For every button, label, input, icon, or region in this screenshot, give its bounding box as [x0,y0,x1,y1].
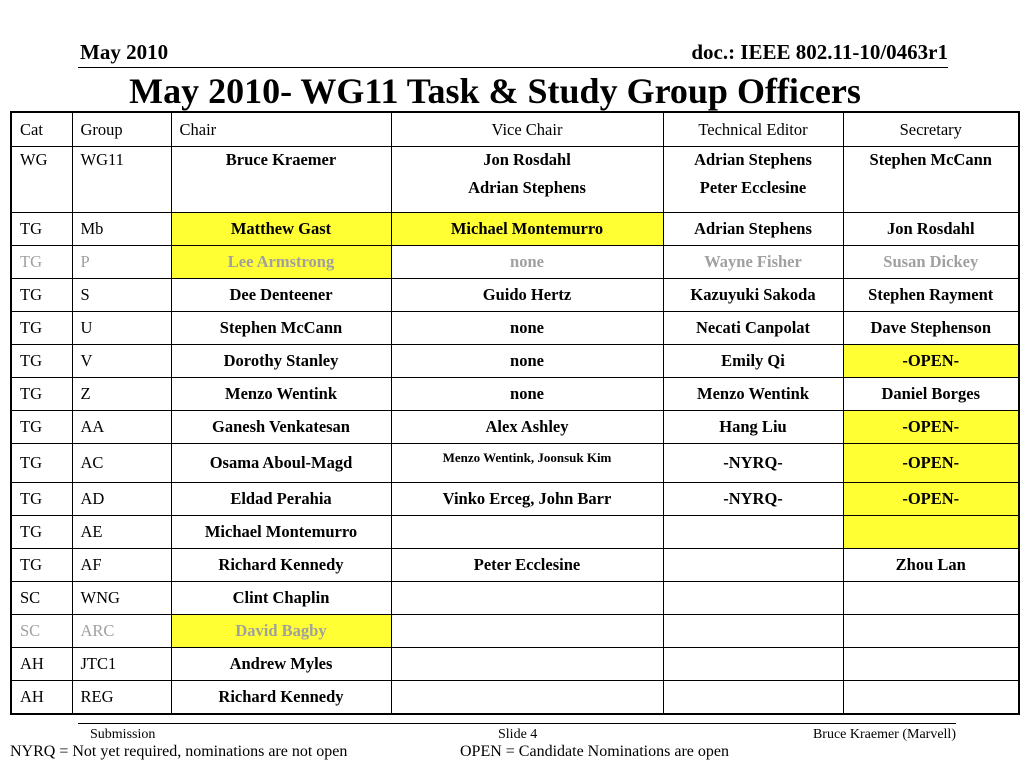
cell-cat: WG [11,147,72,213]
table-row [11,615,1019,648]
cell-chair: Michael Montemurro [171,516,391,549]
cell-vice-chair [391,681,663,715]
cell-technical-editor [663,516,843,549]
cell-technical-editor [663,615,843,648]
cell-vice-chair: none [391,246,663,279]
cell-chair: Menzo Wentink [171,378,391,411]
col-header-chair: Chair [171,112,391,147]
col-header-vice-chair: Vice Chair [391,112,663,147]
cell-technical-editor: Necati Canpolat [663,312,843,345]
cell-vice-chair: Guido Hertz [391,279,663,312]
cell-cat: TG [11,312,72,345]
footer-author: Bruce Kraemer (Marvell) [812,727,956,742]
cell-chair: Richard Kennedy [171,681,391,715]
footer-rule [78,723,956,724]
col-header-cat: Cat [11,112,72,147]
slide-title: May 2010- WG11 Task & Study Group Officers [129,71,861,111]
cell-vice-chair: Vinko Erceg, John Barr [391,483,663,516]
cell-vice-chair: Peter Ecclesine [391,549,663,582]
cell-secretary: Stephen McCann [843,147,1019,213]
cell-vice-chair [391,615,663,648]
col-header-technical-editor: Technical Editor [663,112,843,147]
cell-vice-chair [391,648,663,681]
cell-vice-chair [391,516,663,549]
cell-group: AC [72,444,171,483]
cell-secretary: -OPEN- [843,444,1019,483]
footer-slide-number: Slide 4 [498,727,538,742]
table-row [11,549,1019,582]
cell-secretary [843,648,1019,681]
cell-chair: Lee Armstrong [171,246,391,279]
cell-technical-editor: Emily Qi [663,345,843,378]
table-row [11,213,1019,246]
cell-cat: TG [11,345,72,378]
cell-chair: Clint Chaplin [171,582,391,615]
table-row [11,246,1019,279]
cell-secretary: Zhou Lan [843,549,1019,582]
cell-technical-editor [663,147,843,213]
cell-vice-chair [391,582,663,615]
table-row [11,279,1019,312]
cell-chair: Osama Aboul-Magd [171,444,391,483]
cell-cat: TG [11,444,72,483]
cell-cat: TG [11,483,72,516]
cell-technical-editor: Adrian Stephens [663,213,843,246]
cell-group: AF [72,549,171,582]
cell-group: U [72,312,171,345]
cell-secretary: -OPEN- [843,483,1019,516]
cell-vice-chair: none [391,345,663,378]
cell-group: AE [72,516,171,549]
table-row [11,648,1019,681]
cell-group: REG [72,681,171,715]
table-row [11,378,1019,411]
col-header-secretary: Secretary [843,112,1019,147]
cell-cat: TG [11,246,72,279]
cell-group: ARC [72,615,171,648]
cell-secretary: -OPEN- [843,345,1019,378]
cell-vice-chair [391,147,663,213]
cell-cat: SC [11,615,72,648]
cell-chair: Matthew Gast [171,213,391,246]
cell-group: AD [72,483,171,516]
cell-cat: TG [11,279,72,312]
cell-secretary: Daniel Borges [843,378,1019,411]
table-row [11,681,1019,715]
cell-cat: AH [11,681,72,715]
cell-technical-editor: Menzo Wentink [663,378,843,411]
header-doc-id: doc.: IEEE 802.11-10/0463r1 [691,40,948,64]
cell-secretary [843,681,1019,715]
cell-vice-chair: Alex Ashley [391,411,663,444]
table-row [11,582,1019,615]
footer-submission: Submission [90,727,156,742]
cell-secretary: Jon Rosdahl [843,213,1019,246]
cell-group: Mb [72,213,171,246]
header-date: May 2010 [80,40,169,64]
cell-technical-editor [663,681,843,715]
cell-technical-editor: -NYRQ- [663,483,843,516]
technical-editor-2: Peter Ecclesine [699,178,807,197]
cell-cat: AH [11,648,72,681]
cell-chair: Dorothy Stanley [171,345,391,378]
cell-cat: SC [11,582,72,615]
cell-group: P [72,246,171,279]
cell-technical-editor: Kazuyuki Sakoda [663,279,843,312]
cell-chair: David Bagby [171,615,391,648]
cell-secretary [843,516,1019,549]
table-row [11,147,1019,213]
cell-secretary: Stephen Rayment [843,279,1019,312]
table-header-row [11,112,1019,147]
vice-chair-2: Adrian Stephens [468,178,586,197]
note-open: OPEN = Candidate Nominations are open [460,743,729,760]
table-row [11,411,1019,444]
note-nyrq: NYRQ = Not yet required, nominations are not open [10,743,348,760]
cell-group: V [72,345,171,378]
cell-secretary: Dave Stephenson [843,312,1019,345]
col-header-group: Group [72,112,171,147]
cell-chair: Eldad Perahia [171,483,391,516]
cell-group: WG11 [72,147,171,213]
cell-group: JTC1 [72,648,171,681]
table-row [11,516,1019,549]
cell-technical-editor [663,648,843,681]
cell-technical-editor: Wayne Fisher [663,246,843,279]
cell-chair: Ganesh Venkatesan [171,411,391,444]
cell-vice-chair: Michael Montemurro [391,213,663,246]
table-row [11,312,1019,345]
table-row [11,483,1019,516]
cell-vice-chair: Menzo Wentink, Joonsuk Kim [391,444,663,483]
officers-table [10,111,1020,715]
cell-cat: TG [11,516,72,549]
cell-group: AA [72,411,171,444]
cell-technical-editor: -NYRQ- [663,444,843,483]
cell-vice-chair: none [391,312,663,345]
table-row [11,444,1019,483]
cell-cat: TG [11,411,72,444]
cell-technical-editor: Hang Liu [663,411,843,444]
cell-chair: Stephen McCann [171,312,391,345]
cell-group: Z [72,378,171,411]
cell-cat: TG [11,213,72,246]
cell-vice-chair: none [391,378,663,411]
cell-technical-editor [663,582,843,615]
cell-cat: TG [11,378,72,411]
cell-cat: TG [11,549,72,582]
cell-chair: Andrew Myles [171,648,391,681]
cell-secretary [843,615,1019,648]
cell-secretary: Susan Dickey [843,246,1019,279]
cell-chair: Dee Denteener [171,279,391,312]
vice-chair-1: Jon Rosdahl [483,150,571,169]
cell-chair: Richard Kennedy [171,549,391,582]
cell-secretary [843,582,1019,615]
cell-secretary: -OPEN- [843,411,1019,444]
header-rule [78,67,948,68]
cell-group: WNG [72,582,171,615]
table-row [11,345,1019,378]
cell-technical-editor [663,549,843,582]
cell-chair: Bruce Kraemer [171,147,391,213]
technical-editor-1: Adrian Stephens [694,150,812,169]
cell-group: S [72,279,171,312]
